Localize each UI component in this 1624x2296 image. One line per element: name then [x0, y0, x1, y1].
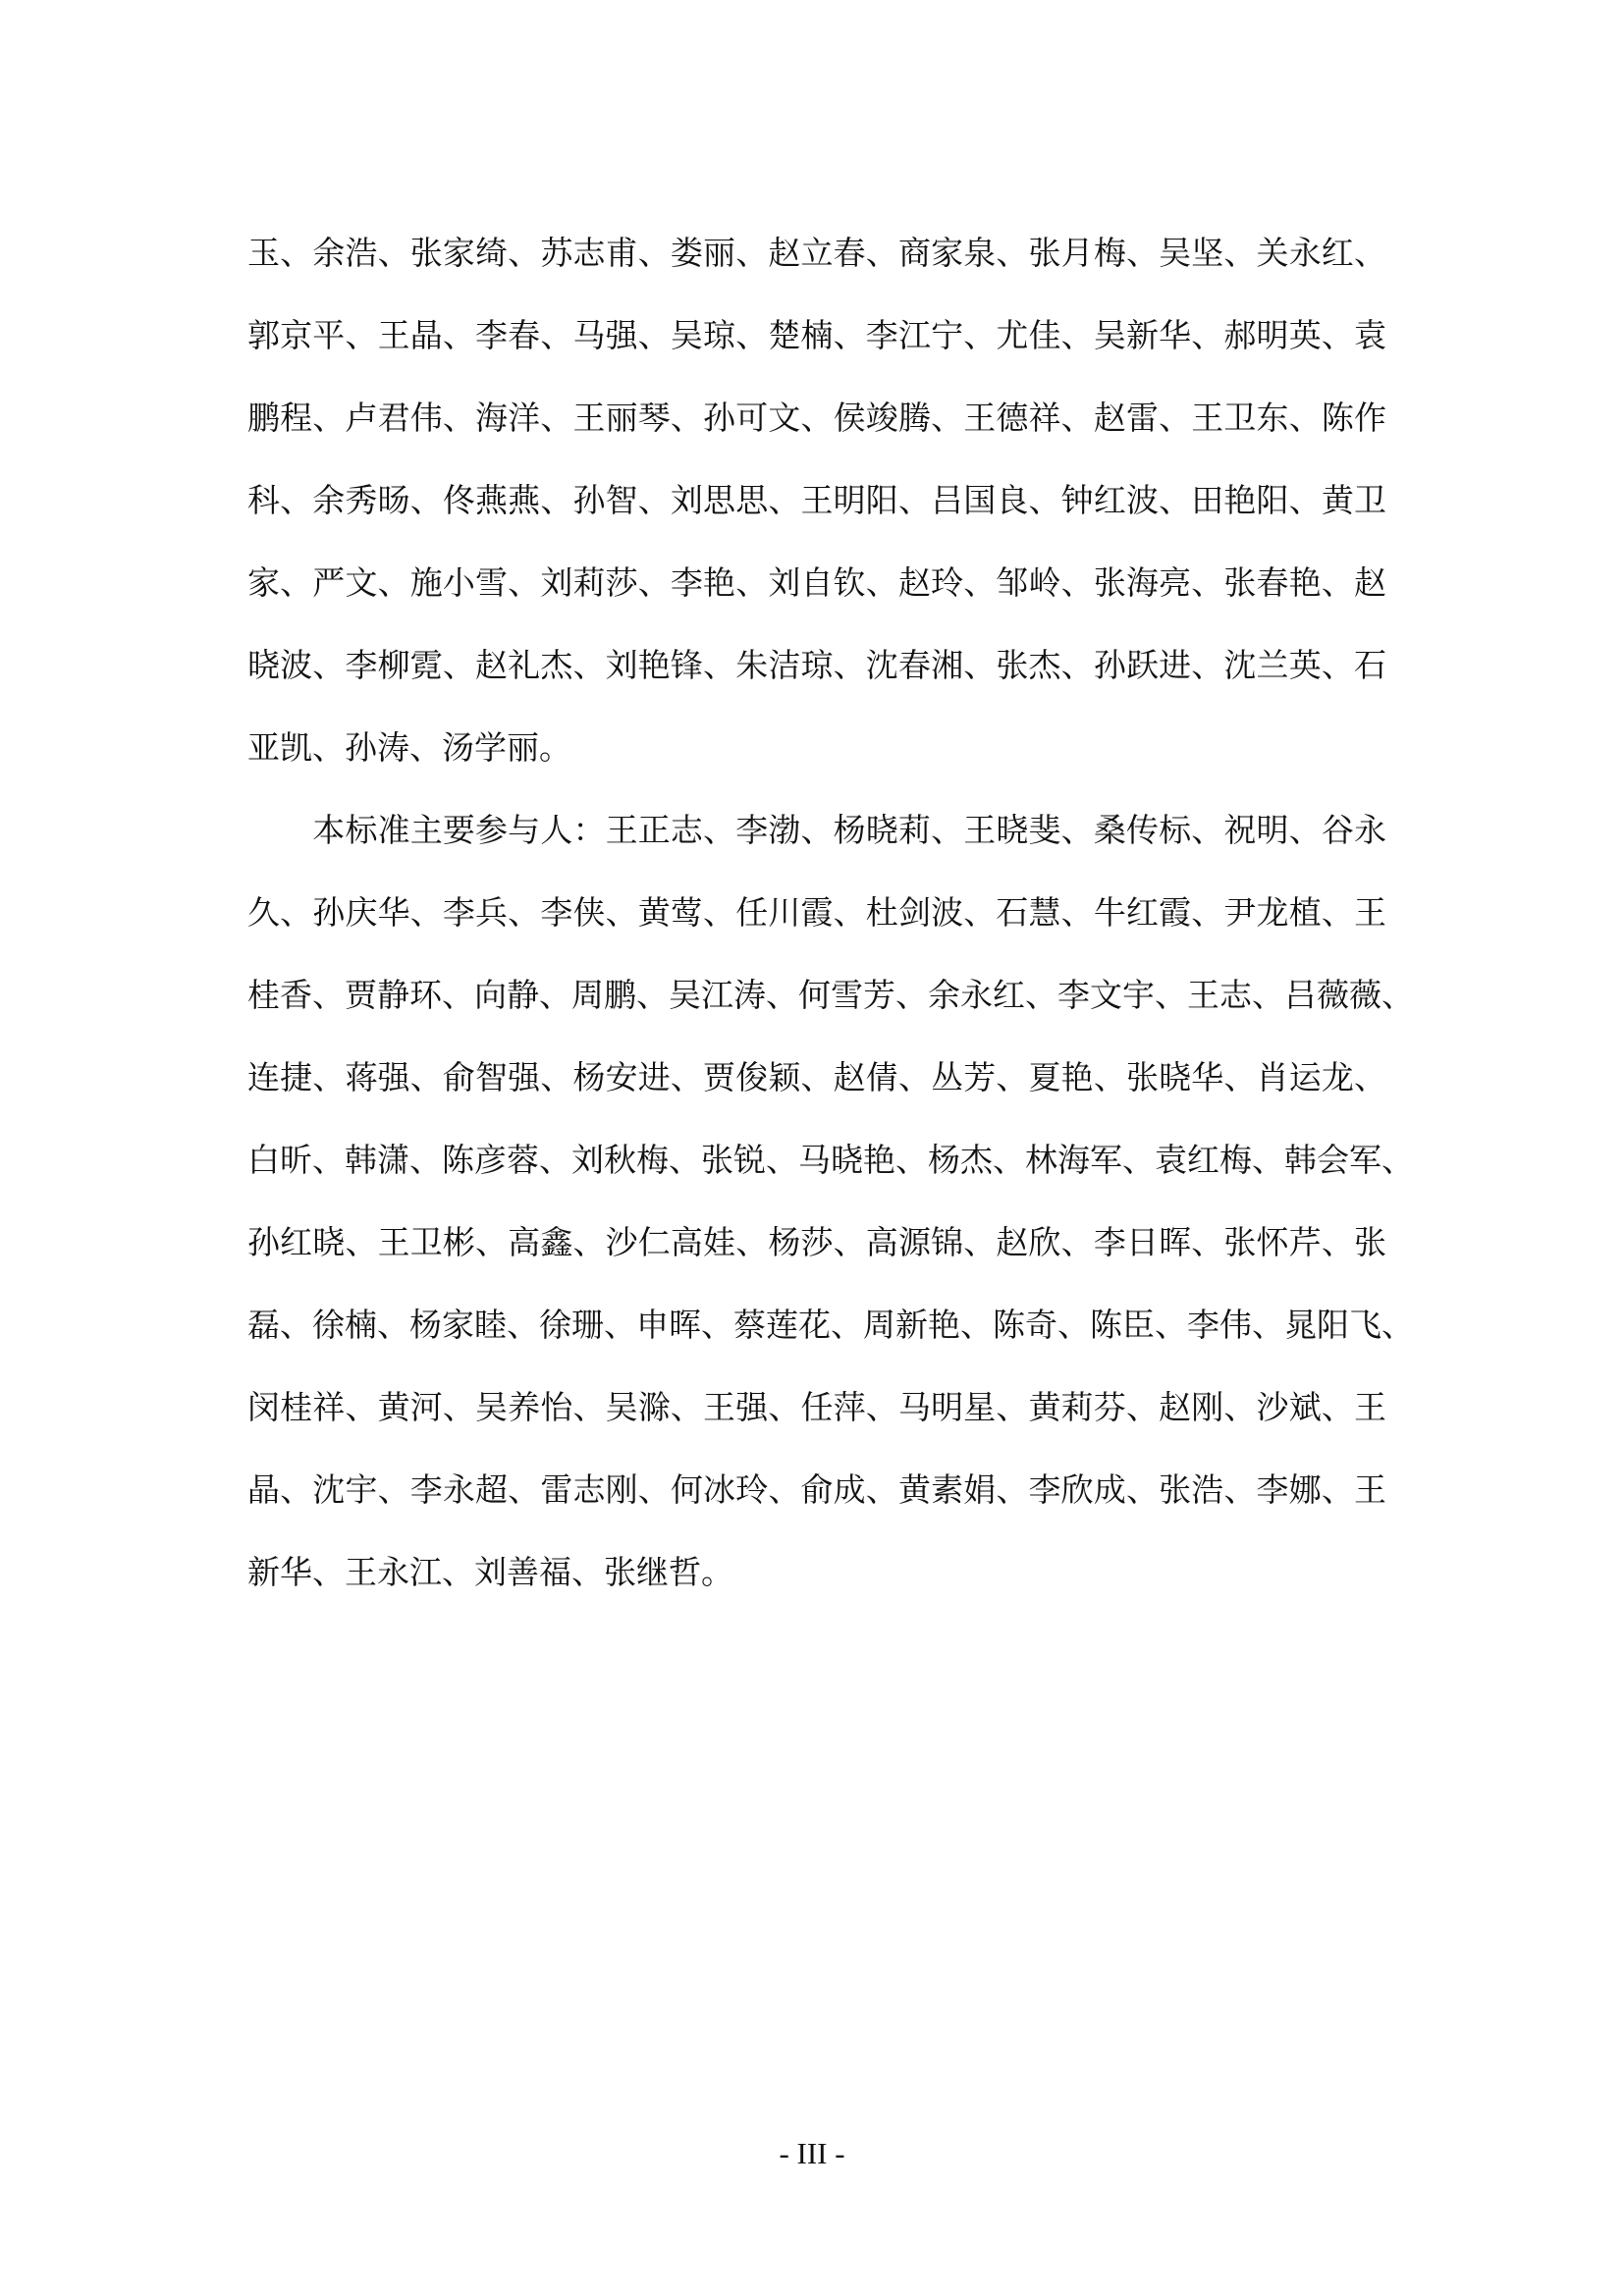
- paragraph-2-line-9: 晶、沈宇、李永超、雷志刚、何冰玲、俞成、黄素娟、李欣成、张浩、李娜、王: [247, 1470, 1386, 1509]
- paragraph-2-line-3: 桂香、贾静环、向静、周鹏、吴江涛、何雪芳、余永红、李文宇、王志、吕薇薇、: [247, 976, 1414, 1014]
- paragraph-1-line-1: 玉、余浩、张家绮、苏志甫、娄丽、赵立春、商家泉、张月梅、吴坚、关永红、: [247, 234, 1386, 272]
- paragraph-2-line-4: 连捷、蒋强、俞智强、杨安进、贾俊颖、赵倩、丛芳、夏艳、张晓华、肖运龙、: [247, 1058, 1386, 1096]
- page-number: - III -: [779, 2136, 845, 2170]
- paragraph-2-line-5: 白昕、韩潇、陈彦蓉、刘秋梅、张锐、马晓艳、杨杰、林海军、袁红梅、韩会军、: [247, 1141, 1414, 1179]
- paragraph-2-line-10: 新华、王永江、刘善福、张继哲。: [247, 1553, 733, 1591]
- paragraph-2-line-1: 本标准主要参与人：王正志、李渤、杨晓莉、王晓斐、桑传标、祝明、谷永: [247, 811, 1386, 849]
- paragraph-2-line-7: 磊、徐楠、杨家睦、徐珊、申晖、蔡莲花、周新艳、陈奇、陈臣、李伟、晁阳飞、: [247, 1306, 1414, 1344]
- paragraph-1-line-3: 鹏程、卢君伟、海洋、王丽琴、孙可文、侯竣腾、王德祥、赵雷、王卫东、陈作: [247, 399, 1386, 437]
- paragraph-1-line-6: 晓波、李柳霓、赵礼杰、刘艳锋、朱洁琼、沈春湘、张杰、孙跃进、沈兰英、石: [247, 646, 1386, 684]
- paragraph-2-line-2: 久、孙庆华、李兵、李侠、黄莺、任川霞、杜剑波、石慧、牛红霞、尹龙植、王: [247, 893, 1386, 932]
- paragraph-2-line-6: 孙红晓、王卫彬、高鑫、沙仁高娃、杨莎、高源锦、赵欣、李日晖、张怀芹、张: [247, 1223, 1386, 1261]
- paragraph-1-line-7: 亚凯、孙涛、汤学丽。: [247, 728, 571, 767]
- paragraph-1-line-2: 郭京平、王晶、李春、马强、吴琼、楚楠、李江宁、尤佳、吴新华、郝明英、袁: [247, 316, 1386, 354]
- paragraph-1-line-4: 科、余秀旸、佟燕燕、孙智、刘思思、王明阳、吕国良、钟红波、田艳阳、黄卫: [247, 481, 1386, 519]
- paragraph-1-line-5: 家、严文、施小雪、刘莉莎、李艳、刘自钦、赵玲、邹岭、张海亮、张春艳、赵: [247, 563, 1386, 602]
- paragraph-2-line-8: 闵桂祥、黄河、吴养怡、吴滁、王强、任萍、马明星、黄莉芬、赵刚、沙斌、王: [247, 1388, 1386, 1426]
